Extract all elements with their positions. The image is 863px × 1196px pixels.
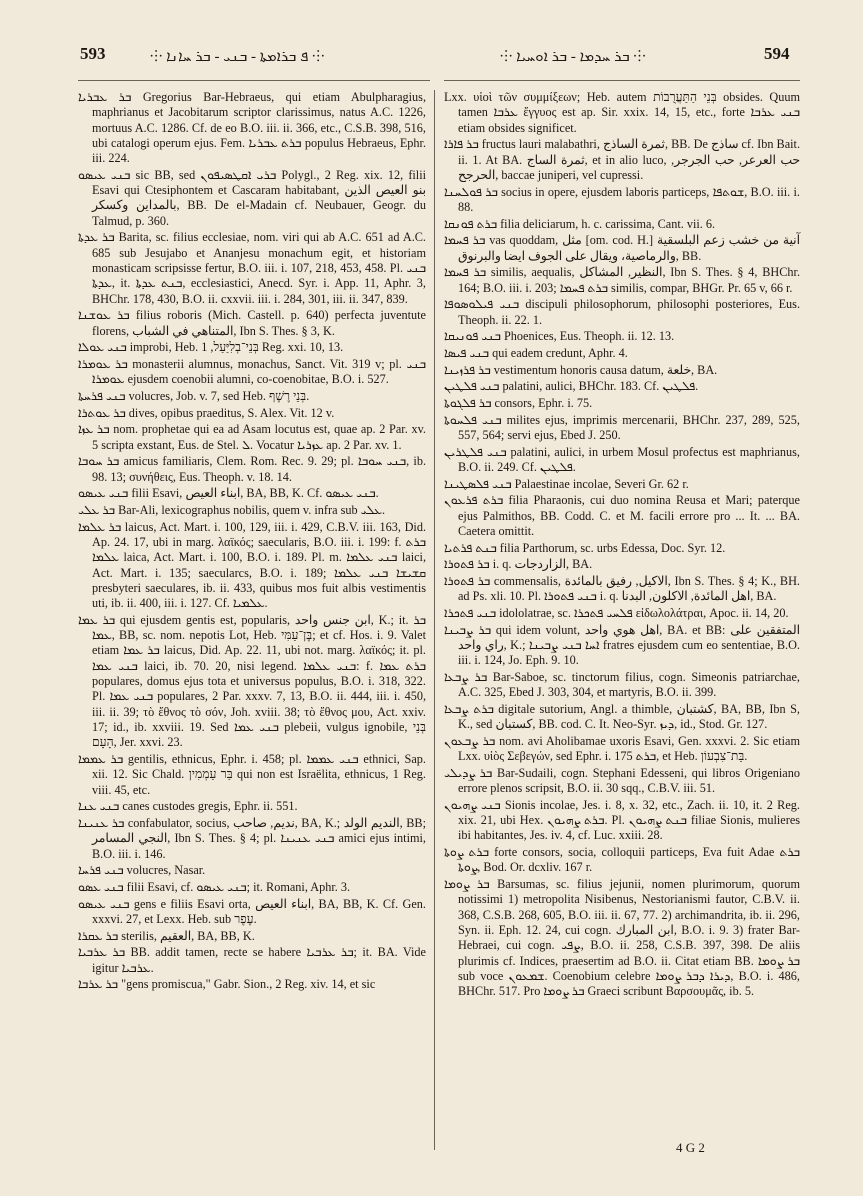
header-rule-right bbox=[444, 80, 800, 81]
dictionary-entry: ܒܪ ܥܡܐ qui ejusdem gentis est, popularis, ابن جنس واحد, K.; it. ܒܪ ܥܡܐ, BB, sc. nom. nepotis Lot, Heb. בֶּן־עַמִּי; et cf. Hos. i. 9. Valet etiam ܒܪ ܥܡܐ laicus, Did. Ap. 22. 11, ubi not. marg. λαϊκός; it. pl. ܒܢܝ ܥܡܐ laici, ib. 70. 20, nisi legend. ܒܢܝ ܥܠܡܐ: f. ܒܪܬ ܥܡܐ populares, domus ejus tota et universus populus, B.O. i. 318, 322. Pl. ܒܢܝ ܥܡܐ populares, 2 Par. xxxv. 7, 13, B.O. ii. 444, iii. i. 450, iii. ii. 39; τὸ ἔθνος τὸ σόν, Joh. xviii. 38; τὸ ἔθνος μου, Act. xxiv. 17; id., ib. xxviii. 19. Sed ܒܢܝ ܥܡܐ plebeii, vulgus ignobile, בְּנֵי הָעָם, Jer. xxvi. 23. bbox=[78, 612, 427, 750]
dictionary-entry: ܒܢܝ ܥܢܐ canes custodes gregis, Ephr. ii. 551. bbox=[78, 799, 298, 814]
dictionary-entry: ܒܪ ܥܡܡܐ gentilis, ethnicus, Ephr. i. 458; pl. ܒܢܝ ܥܡܡܐ ethnici, Sap. xii. 12. Sic Chald. בַּר עַמְמִין qui non est Israëlita, ethnicus, 1 Reg. viii. 45, etc. bbox=[78, 751, 426, 797]
dictionary-entry: ܒܪ ܦܘܠܚܢܐ socius in opere, ejusdem laboris particeps, ܫܘܬܦܐ, B.O. iii. i. 88. bbox=[444, 184, 800, 214]
dictionary-entry: ܒܪ ܨܘܡܐ Barsumas, sc. filius jejunii, nomen plurimorum, quorum notissimi 1) metropolita Nisibenus, Nestorianismi fautor, C.B.V. ii. 368, C.S.B. 268, 605, B.O. iii. ii. 67, 77. 2) archimandrita, ib. ii. 296, Syn. ii. Eph. 12. 24, cui cogn. ابن المبارك, B.O. i. 9. 3) frater Bar-Hebraei, cui cogn. ܨܦܝ, B.O. ii. 258, C.S.B. 397, 398. De aliis plurimis cf. Indices, praesertim ad B.O. ii. Citat etiam BB. ܒܪ ܨܘܡܐ sub voce ܫܡܥܘܢ. Coenobium celebre ܕܝܪܐ ܕܒܪ ܨܘܡܐ, B.O. i. 486, BHChr. 517. Pro ܒܪ ܨܘܡܐ Graeci scribunt Βαρσουμᾶς, ib. 5. bbox=[444, 877, 800, 999]
dictionary-entry: ܒܢܝ ܦܘܢܝܩܐ Phoenices, Eus. Theoph. ii. 12. 13. bbox=[444, 329, 675, 344]
dictionary-entry: ܒܢܝ ܦܠܛܝܢ palatini, aulici, BHChr. 183. Cf. ܦܠܛܝܢ. bbox=[444, 379, 699, 394]
header-rule-left bbox=[78, 80, 430, 81]
dictionary-entry: ܒܪ ܥܢܝܢܐ confabulator, socius, نديم, صاحب, BA, K.; النديم الولد, BB; النجي المسامر, Ibn S. Thes. § 4; pl. ܒܢܝ ܥܢܝܢܐ amici ejus intimi, B.O. iii. i. 146. bbox=[78, 815, 426, 861]
dictionary-entry: ܒܪ ܦܠܓܘܬܐ consors, Ephr. i. 75. bbox=[444, 395, 593, 410]
dictionary-entry: ܒܢܝ ܥܝܣܘ gens e filiis Esavi orta, ابناء العيص, BA, BB, K. Cf. Gen. xxxvi. 27, et Lexx. Heb. sub עֶפֶר. bbox=[78, 896, 426, 926]
dictionary-entry: ܒܢܝ ܦܝܣܐ qui eadem credunt, Aphr. 4. bbox=[444, 345, 628, 360]
dictionary-entry: ܒܢܝ ܥܝܣܘ filii Esavi, ابناء العيص, BA, BB, K. Cf. ܒܢܝ ܥܝܣܘ. bbox=[78, 486, 379, 501]
dictionary-entry: ܒܢܝ ܨܗܝܘܢ Sionis incolae, Jes. i. 8, x. 32, etc., Zach. ii. 10, it. 2 Reg. xix. 21, ubi Hex. ܒܪܬ ܨܗܝܘܢ. Pl. ܒܢܬ ܨܗܝܘܢ filiae Sionis, mulieres ibi habitantes, Jes. iv. 4, cf. Luc. xxiii. 28. bbox=[444, 797, 801, 843]
dictionary-entry: ܒܪ ܨܒܥܐ Bar-Saboe, sc. tinctorum filius, cogn. Simeonis patriarchae, A.C. 325, Ebed J. 303, 304, et martyris, B.O. ii. 399. bbox=[444, 669, 800, 700]
dictionary-entry: ܒܪ ܥܘܬܪܐ dives, opibus praeditus, S. Alex. Vit. 12 v. bbox=[78, 405, 335, 420]
dictionary-entry: ܒܢܝ ܦܪܚܬܐ volucres, Job. v. 7, sed Heb. בְּנֵי רֶשֶׁף. bbox=[78, 388, 310, 403]
dictionary-entry: ܒܢܝ ܦܠܣܛܝܢܐ Palaestinae incolae, Severi Gr. 62 r. bbox=[444, 476, 689, 491]
dictionary-entry: ܒܪ ܨܒܝܢܐ qui idem volunt, اهل هوي واحد, BA. et BB: المتفقين على راي واحد, K.; ܐܚܐ ܒܢܝ ܨܒܝܢܐ fratres ejusdem cum eo sententiae, B.O. iii. i. 124, Jo. Eph. 9. 10. bbox=[444, 622, 800, 668]
dictionary-entry: ܒܪܬ ܦܪܥܘܢ filia Pharaonis, cui duo nomina Reusa et Mari; paterque ejus Palmithos, BB. Codd. C. et M. facili errore pro ... It. ... BA. Caetera omittit. bbox=[444, 493, 800, 538]
dictionary-entry: ܒܪܬ ܦܘܢܩܐ filia deliciarum, h. c. carissima, Cant. vii. 6. bbox=[444, 216, 716, 231]
dictionary-entry: ܒܢܝ ܥܣܘ filii Esavi, cf. ܒܢܝ ܥܝܣܘ; it. Romani, Aphr. 3. bbox=[78, 879, 351, 894]
dictionary-entry: ܒܪ ܨܒܥܘܢ nom. avi Aholibamae uxoris Esavi, Gen. xxxvi. 2. Sic etiam Lxx. υἱὸς Σεβεγών, sed Ephr. i. 175 ܒܪܬ, et Heb. בַּת־צִבְעוֹן. bbox=[444, 733, 800, 764]
dictionary-entry: ܒܢܝ ܥܝܣܘ sic BB, sed ܒܪܝ ܐܩܛܣܝܦܘܢ Polygl., 2 Reg. xix. 12, filii Esavi qui Ctesiphontem et Cascaram habitabant, بنو العيص الذين بالمداين وكسكر, BB. De el-Madain cf. Neubauer, Geogr. du Talmud, p. 360. bbox=[78, 167, 427, 228]
left-column bbox=[78, 90, 426, 994]
dictionary-entry: ܒܪ ܚܘܒܐ amicus familiaris, Clem. Rom. Rec. 9. 29; pl. ܒܢܝ ܚܘܒܐ, ib. 98. 13; συνήθεις, Eus. Theoph. v. 18. 14. bbox=[78, 454, 427, 484]
dictionary-entry: ܒܪ ܦܬܘܪܐ i. q. الزاردجات, BA. bbox=[444, 557, 593, 572]
dictionary-entry: ܒܪ ܦܚܡܐ similis, aequalis, النظير, المشاكل, Ibn S. Thes. § 4, BHChr. 164; B.O. iii. i. 203; ܒܪܬ ܦܚܡܐ similis, compar, BHGr. Pr. 65 v, 66 r. bbox=[444, 265, 801, 295]
dictionary-entry: ܒܪ ܦܐܪܐ fructus lauri malabathri, ثمرة الساذج, BB. De ساذج cf. Ibn Bait. ii. 1. At BA. ثمرة الساج, et in alio luco, حب العرعر, حب الجرجر, الحرجح, baccae juniperi, vel cupressi. bbox=[444, 137, 801, 182]
left-running-header: ⸭ ܦ ܒܪܐܡܬܐ ‑ ܒܢܝ ‑ ܒܪ ܚܐܢܐ ⸭ bbox=[150, 49, 325, 65]
right-page-number: 594 bbox=[764, 44, 790, 63]
dictionary-entry: ܒܪ ܦܚܡܐ vas quoddam, مثل [om. cod. H.] آنية من خشب زعم البلسقية والرماصية، ويقال على الجوف ايضا والبرنوق, BB. bbox=[444, 233, 800, 263]
right-column bbox=[444, 90, 800, 1001]
dictionary-entry: ܒܢܝ ܦܪܚܐ volucres, Nasar. bbox=[78, 863, 206, 878]
dictionary-entry: ܒܪ ܨܕܝܠܝ Bar-Sudaili, cogn. Stephani Edesseni, qui libros Origeniano errore plenos scripsit, B.O. ii. 30 sqq., C.B.V. iii. 51. bbox=[444, 765, 800, 796]
dictionary-entry: ܒܪܬ ܨܘܬܐ forte consors, socia, colloquii particeps, Eva fuit Adae ܒܪܬ ܨܘܬܐ, Bod. Or. dcxliv. 167 r. bbox=[444, 845, 800, 875]
dictionary-entry: ܒܪ ܥܠܡܐ laicus, Act. Mart. i. 100, 129, iii. i. 429, C.B.V. iii. 163, Did. Ap. 24. 17, ubi in marg. λαϊκός; saecularis, B.O. iii. i. 199: f. ܒܪܬ ܥܠܡܐ laica, Act. Mart. i. 100, B.O. i. 189. Pl. m. ܒܢܝ ܥܠܡܐ laici, Act. Mart. i. 135; saecularcs, B.O. i. 189; ܩܫܝܫܐ ܒܢܝ ܥܠܡܐ presbyteri saeculares, ib. ii. 433, quibus mos fuit albis vestimentis uti, ib. ii. 400, iii. i. 127. Cf. ܥܠܡܝܐ. bbox=[78, 519, 427, 611]
left-page-number: 593 bbox=[80, 44, 106, 63]
column-divider bbox=[434, 90, 435, 1150]
dictionary-entry: ܒܪ ܥܪܒܐ "gens promiscua," Gabr. Sion., 2 Reg. xiv. 14, et sic bbox=[78, 977, 376, 992]
dictionary-entry: ܒܢܝ ܦܝܠܘܣܘܦܐ discipuli philosophorum, philosophi posteriores, Eus. Theoph. ii. 22. 1. bbox=[444, 297, 801, 327]
dictionary-entry: ܒܪܬ ܨܒܥܐ digitale sutorium, Angl. a thimble, كشتبان, BA, BB, Ibn S, K., sed كستبان, BB. cod. C. It. Neo-Syr. ܕܝܙ, id., Stod. Gr. 127. bbox=[444, 701, 800, 732]
dictionary-entry: ܒܪ ܥܪܒܝܐ BB. addit tamen, recte se habere ܒܪ ܥܪܒܝܐ; it. BA. Vide igitur ܥܪܒܝܐ. bbox=[78, 945, 426, 975]
dictionary-entry: ܒܪ ܦܪܙܝܢܐ vestimentum honoris causa datum, خلعة, BA. bbox=[444, 362, 718, 377]
dictionary-entry: ܒܪ ܥܠܝ Bar-Ali, lexicographus nobilis, quem v. infra sub ܥܠܝ. bbox=[78, 503, 386, 518]
dictionary-entry: ܒܪ ܥܙܐ nom. prophetae qui ea ad Asam locutus est, quae ap. 2 Par. xv. 5 scripta exstant, Eus. de Stel. ܠ. Vocatur ܥܙܪܝܐ ap. 2 Par. xv. 1. bbox=[78, 422, 426, 452]
right-running-header: ⸭ ܒܪ ܚܕܡܐ ‑ ܒܪ ܐܘܚܝܐ ⸭ bbox=[500, 49, 646, 65]
dictionary-entry: ܒܢܬ ܦܪܬܝܐ filia Parthorum, sc. urbs Edessa, Doc. Syr. 12. bbox=[444, 540, 726, 555]
dictionary-entry: ܒܢܝ ܦܬܟܪܐ idololatrae, sc. ܦܠܚܝ ܦܬܟܪܐ εἰδωλολάτραι, Apoc. ii. 14, 20. bbox=[444, 605, 789, 620]
dictionary-entry: ܒܪ ܥܒܪܝܐ Gregorius Bar-Hebraeus, qui etiam Abulpharagius, maphrianus et Jacobitarum scriptor clarissimus, natus A.C. 1226, mortuus A.C. 1286. Cf. de eo B.O. iii. ii. 366, etc., C.S.B. 398, 516, ubi catalogi operum ejus. Fem. ܒܪܬ ܥܒܪܝܐ populus Hebraeus, Ephr. iii. 224. bbox=[78, 90, 427, 166]
dictionary-entry: ܒܪ ܥܘܫܢܐ filius roboris (Mich. Castell. p. 640) perfecta juventute florens, المتناهي في الشباب, Ibn S. Thes. § 3, K. bbox=[78, 308, 426, 338]
dictionary-entry: ܒܢܝ ܦܠܛܪܝܢ palatini, aulici, in urbem Mosul profectus est maphrianus, B.O. ii. 249. Cf. ܦܠܛܝܢ. bbox=[444, 444, 800, 474]
dictionary-entry: ܒܢܝ ܥܘܠܐ improbi, Heb. בְּנֵי־בְלִיַּעַל, 1 Reg. xxi. 10, 13. bbox=[78, 340, 344, 355]
signature-mark: 4 G 2 bbox=[676, 1140, 705, 1155]
dictionary-entry: ܒܪ ܦܬܘܪܐ commensalis, الاكيل, رفيق بالمائدة, Ibn S. Thes. § 4; K., BH. ad Ps. xli. 10. Pl. ܒܢܝ ܦܬܘܪܐ i. q. اهل المائدة, الاكلون, البدنا, BA. bbox=[444, 573, 800, 604]
dictionary-entry: Lxx. υἱοὶ τῶν συμμίξεων; Heb. autem בְּנֵי הַתַּעֲרֻבוֹת obsides. Quum tamen ܥܪܒܐ ἔγγυος est ap. Sir. xxix. 14, 15, etc., forte ܒܢܝ ܥܪܒܐ etiam obsides significet. bbox=[444, 90, 801, 135]
dictionary-entry: ܒܪ ܥܕܬܐ Barita, sc. filius ecclesiae, nom. viri qui ab A.C. 651 ad A.C. 685 sub Jesujabo et Ananjesu monachum egit, et historiam monasticam scripsisse fertur, B.O. iii. i. 107, 218, 453, 458. Pl. ܒܢܝ ܥܕܬܐ, it. ܒܢܬ ܥܕܬܐ, ecclesiastici, Anecd. Syr. i. App. 11, Aphr. 3, BHChr. 178, 430, B.O. ii. cxxvii. iii. i. 284, 301, iii. ii. 347, 839. bbox=[78, 230, 426, 306]
dictionary-entry: ܒܢܝ ܦܠܚܘܬܐ milites ejus, imprimis mercenarii, BHChr. 237, 289, 525, 557, 564; servi ejus, Ebed J. 250. bbox=[444, 412, 800, 442]
dictionary-entry: ܒܪ ܥܘܡܪܐ monasterii alumnus, monachus, Sanct. Vit. 319 v; pl. ܒܢܝ ܥܘܡܪܐ ejusdem coenobii alumni, co-coenobitae, B.O. i. 527. bbox=[78, 357, 426, 387]
dictionary-entry: ܒܪ ܥܩܪܐ sterilis, العقيم, BA, BB, K. bbox=[78, 928, 255, 943]
